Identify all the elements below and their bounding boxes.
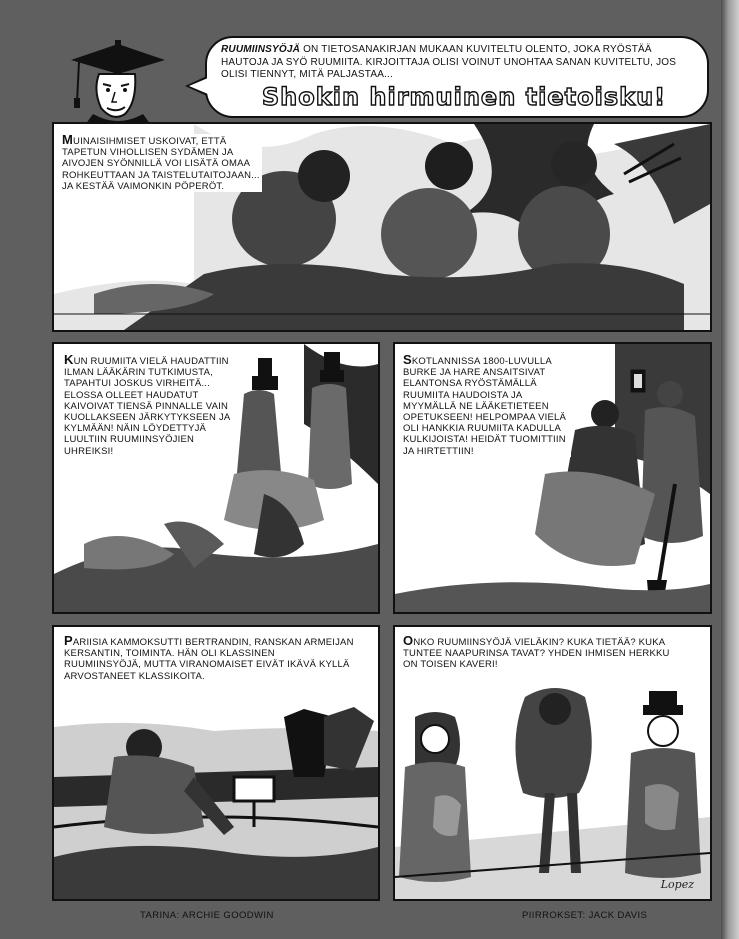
art-credit: PIIRROKSET: JACK DAVIS [522,910,648,921]
panel-3 [393,342,712,614]
panel-5 [393,625,712,901]
intro-speech-balloon [205,36,709,118]
panel-4-caption: PARIISIA KAMMOKSUTTI BERTRANDIN, RANSKAN ARMEIJAN KERSANTIN, TOIMINTA. HÄN OLI KLASSINEN RUUMIINSYÖJÄ, MUTTA VIRANOMAISET EIVÄT IKÄVÄ KYLLÄ ARVOSTANEET KLASSIKOITA. [64,633,354,682]
panel-3-caption: SKOTLANNISSA 1800-LUVULLA BURKE JA HARE ANSAITSIVAT ELANTONSA RYÖSTÄMÄLLÄ RUUMIITA HAUDOISTA JA MYYMÄLLÄ NE LÄÄKETIETEEN OPETUKSEEN! HELPOMPAA VIELÄ OLI HANKKIA RUUMIITA KADULLA KULKIJOISTA! HEIDÄT TUOMITTIIN JA HIRTETTIIN! [403,354,571,457]
intro-term: RUUMIINSYÖJÄ [221,44,301,55]
panel-2-caption: KUN RUUMIITA VIELÄ HAUDATTIIN ILMAN LÄÄKÄRIN TUTKIMUSTA, TAPAHTUI JOSKUS VIRHEITÄ... ELOSSA OLLEET HAUDATUT KAIVOIVAT TIENSÄ PINNALLE VAIN KUOLLAKSEEN JÄRKYTYKSEEN JA KYLMÄÄN! NÄIN LÖYDETTYJÄ LUULTIIN RUUMIINSYÖJIEN UHREIKSI! [64,354,234,457]
host-character-illustration [63,30,173,125]
panel-4 [52,625,380,901]
intro-body: ON TIETOSANAKIRJAN MUKAAN KUVITELTU OLENTO, JOKA RYÖSTÄÄ HAUTOJA JA SYÖ RUUMIITA. KIRJOITTAJA OLISI VOINUT UNOHTAA SANAN KUVITELTU, JOS OLISI TIENNYT, MITÄ PALJASTAA... [221,44,677,80]
page-title: Shokin hirmuinen tietoisku! [261,83,667,111]
artist-signature: Lopez [660,878,694,891]
panel-5-caption: ONKO RUUMIINSYÖJÄ VIELÄKIN? KUKA TIETÄÄ? KUKA TUNTEE NAAPURINSA TAVAT? YHDEN IHMISEN HERKKU ON TOISEN KAVERI! [403,635,683,671]
panel-1 [52,122,712,332]
panel-2 [52,342,380,614]
header [55,30,710,125]
intro-text [221,44,695,82]
page-edge [721,0,739,939]
panel-1-caption: MUINAISIHMISET USKOIVAT, ETTÄ TAPETUN VIHOLLISEN SYDÄMEN JA AIVOJEN SYÖNNILLÄ VOI LISÄTÄ OMAA ROHKEUTTAAN JA TAISTELUTAITOJAAN... JA KESTÄÄ VAIMONKIN PÖPERÖT. [62,134,262,192]
story-credit: TARINA: ARCHIE GOODWIN [140,910,274,921]
